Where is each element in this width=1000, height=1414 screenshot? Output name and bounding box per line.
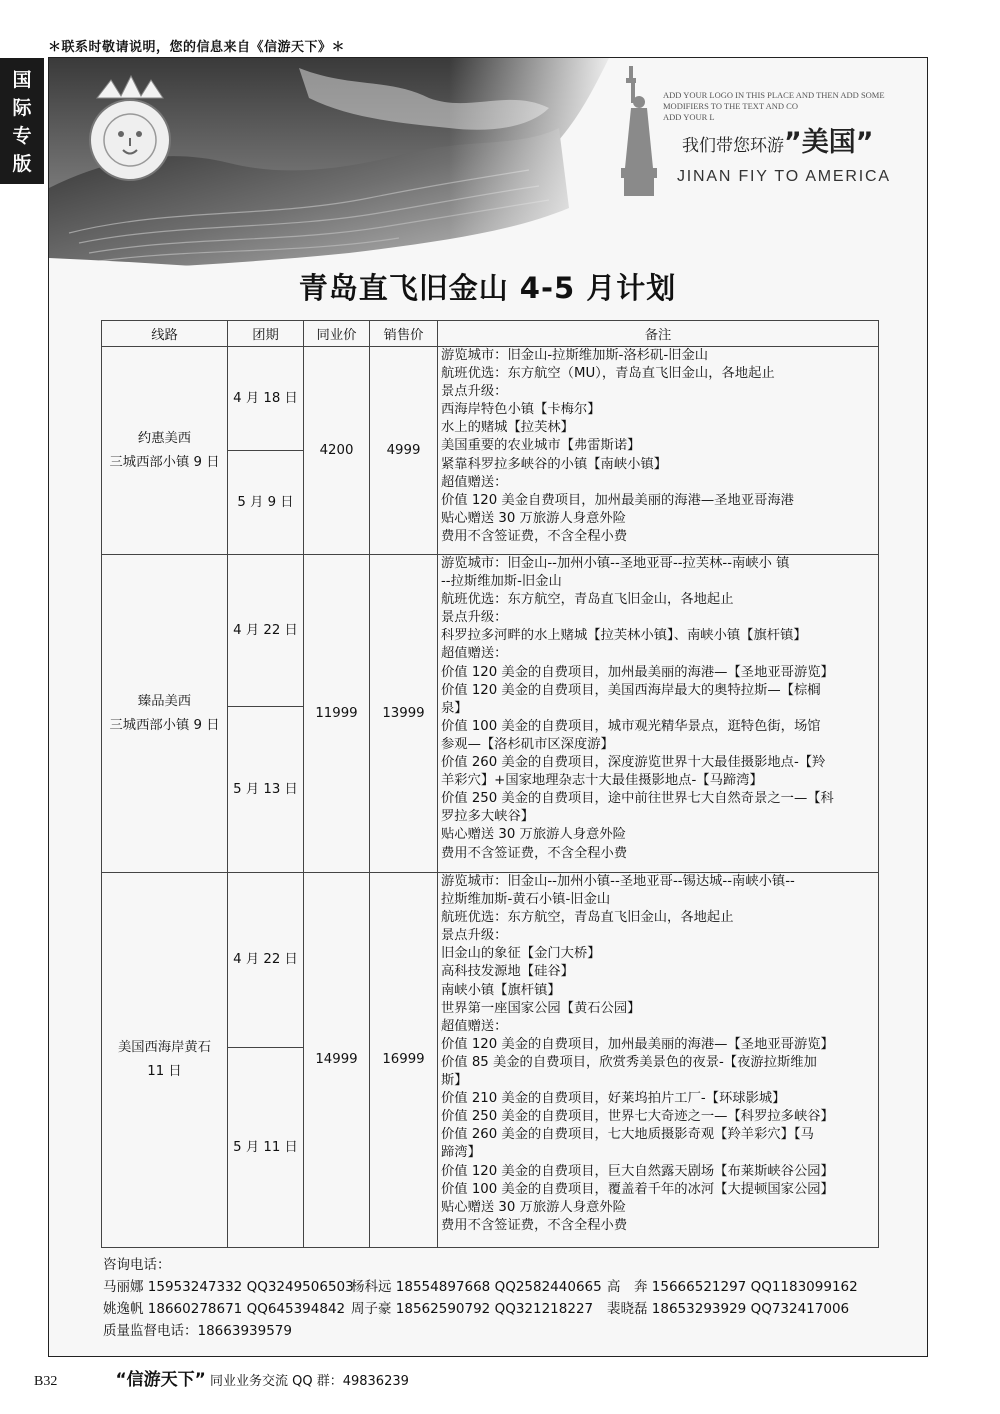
lion-logo-icon: [90, 76, 170, 180]
note-line: 价值 100 美金的自费项目，覆盖着千年的冰河【大提顿国家公园】: [441, 1181, 834, 1197]
notes-cell: [438, 873, 879, 1248]
note-line: 价值 210 美金的自费项目，好莱坞拍片工厂-【环球影城】: [441, 1091, 786, 1107]
contact-entry: 高 奔 15666521297 QQ1183099162: [607, 1279, 858, 1295]
note-line: 价值 100 美金的自费项目，城市观光精华景点，逛特色街，场馆: [441, 718, 821, 734]
note-line: 斯】: [441, 1073, 468, 1089]
note-line: 航班优选：东方航空，青岛直飞旧金山，各地起止: [441, 910, 734, 926]
note-line: 旧金山的象征【金门大桥】: [441, 946, 601, 962]
note-line: 水上的赌城【拉芙林】: [441, 420, 574, 436]
section-tab: [0, 58, 44, 184]
header-route: 线路: [102, 321, 228, 347]
footer: [34, 1365, 409, 1390]
contact-entry: 杨科远 18554897668 QQ2582440665: [351, 1279, 602, 1295]
contact-entry: 周子豪 18562590792 QQ321218227: [351, 1301, 594, 1317]
note-line: 紧靠科罗拉多峡谷的小镇【南峡小镇】: [441, 456, 668, 472]
slogan-country: ”美国”: [784, 127, 874, 158]
date-cell: 5 月 11 日: [228, 1048, 304, 1248]
route-line: 臻品美西: [137, 693, 192, 709]
note-line: 价值 250 美金的自费项目，途中前往世界七大自然奇景之一—【科: [441, 791, 834, 807]
note-line: 费用不含签证费，不含全程小费: [441, 845, 628, 861]
note-line: 游览城市：旧金山--加州小镇--圣地亚哥--锡达城--南峡小镇--: [441, 874, 795, 889]
note-line: 价值 120 美金的自费项目，美国西海岸最大的奥特拉斯—【棕榈: [441, 682, 821, 698]
note-line: 拉斯维加斯-黄石小镇-旧金山: [441, 892, 611, 908]
note-line: 美国重要的农业城市【弗雷斯诺】: [441, 438, 641, 454]
note-line: 价值 260 美金的自费项目，深度游览世界十大最佳摄影地点-【羚: [441, 755, 826, 771]
banner: [49, 58, 926, 296]
note-line: 费用不含签证费，不含全程小费: [441, 528, 628, 544]
footer-brand: “信游天下”: [115, 1370, 206, 1390]
note-line: 高科技发源地【硅谷】: [441, 964, 574, 980]
note-line: 南峡小镇【旗杆镇】: [441, 982, 561, 998]
table-row: [102, 347, 879, 451]
route-line: 约惠美西: [137, 430, 192, 446]
quality-hotline: 质量监督电话：18663939579: [103, 1323, 292, 1339]
note-line: 科罗拉多河畔的水上赌城【拉芙林小镇】、南峡小镇【旗杆镇】: [441, 628, 807, 644]
section-tab-char: 际: [12, 97, 32, 119]
tour-plan-table: [101, 320, 879, 1248]
route-line: 11 日: [147, 1064, 182, 1079]
header-date: 团期: [228, 321, 304, 347]
date-cell: 5 月 13 日: [228, 707, 304, 873]
note-line: 价值 120 美金的自费项目，加州最美丽的海港—【圣地亚哥游览】: [441, 664, 834, 680]
slogan-prefix: 我们带您环游: [682, 136, 784, 156]
ad-line: ADD YOUR LOGO IN THIS PLACE AND THEN ADD SOME: [663, 90, 885, 100]
note-line: 西海岸特色小镇【卡梅尔】: [441, 402, 601, 418]
route-line: 三城西部小镇 9 日: [109, 717, 220, 733]
slogan-english: JINAN FIY TO AMERICA: [677, 168, 891, 185]
table-row: [102, 555, 879, 707]
note-line: 参观—【洛杉矶市区深度游】: [441, 736, 614, 752]
note-line: 超值赠送：: [441, 1018, 508, 1034]
note-line: 景点升级：: [441, 928, 508, 944]
date-cell: 5 月 9 日: [228, 451, 304, 555]
contact-entry: 马丽娜 15953247332 QQ3249506503: [103, 1279, 354, 1295]
contact-entry: 裴晓磊 18653293929 QQ732417006: [607, 1301, 850, 1317]
peer-price-cell: 11999: [304, 555, 370, 873]
contact-entry: 姚逸帆 18660278671 QQ645394842: [103, 1301, 346, 1317]
peer-price-cell: 14999: [304, 873, 370, 1248]
statue-of-liberty-icon: [621, 66, 657, 196]
ad-line: MODIFIERS TO THE TEXT AND CO: [663, 101, 798, 111]
note-line: 贴心赠送 30 万旅游人身意外险: [441, 1199, 626, 1215]
logo-placeholder-text: [663, 90, 903, 123]
note-line: 罗拉多大峡谷】: [441, 809, 535, 825]
date-cell: 4 月 22 日: [228, 555, 304, 707]
section-tab-char: 国: [12, 69, 32, 91]
footer-qq-group: 同业业务交流 QQ 群：49836239: [209, 1374, 409, 1389]
note-line: 价值 120 美金的自费项目，巨大自然露天剧场【布莱斯峡谷公园】: [441, 1163, 834, 1179]
note-line: 航班优选：东方航空（MU），青岛直飞旧金山，各地起止: [441, 366, 775, 382]
note-line: 泉】: [441, 700, 468, 716]
route-line: 三城西部小镇 9 日: [109, 454, 220, 470]
note-line: 羊彩穴】+国家地理杂志十大最佳摄影地点-【马蹄湾】: [441, 773, 763, 789]
header-sale-price: 销售价: [370, 321, 438, 347]
sale-price-cell: 16999: [370, 873, 438, 1248]
note-line: 超值赠送：: [441, 474, 508, 490]
note-line: 游览城市：旧金山-拉斯维加斯-洛杉矶-旧金山: [441, 348, 709, 363]
note-line: 世界第一座国家公园【黄石公园】: [441, 1000, 641, 1016]
note-line: 价值 85 美金的自费项目，欣赏秀美景色的夜景-【夜游拉斯维加: [441, 1054, 817, 1070]
note-line: --拉斯维加斯-旧金山: [441, 574, 562, 590]
peer-price-cell: 4200: [304, 347, 370, 555]
top-note: ＊联系时敬请说明，您的信息来自《信游天下》＊: [48, 40, 346, 55]
table-row: [102, 873, 879, 1048]
notes-cell: [438, 347, 879, 555]
note-line: 贴心赠送 30 万旅游人身意外险: [441, 827, 626, 843]
header-peer-price: 同业价: [304, 321, 370, 347]
contact-row: [103, 1298, 857, 1320]
header-notes: 备注: [438, 321, 879, 347]
sale-price-cell: 4999: [370, 347, 438, 555]
note-line: 贴心赠送 30 万旅游人身意外险: [441, 510, 626, 526]
route-line: 美国西海岸黄石: [117, 1040, 212, 1055]
note-line: 景点升级：: [441, 610, 508, 626]
route-cell: [102, 347, 228, 555]
note-line: 超值赠送：: [441, 646, 508, 662]
note-line: 游览城市：旧金山--加州小镇--圣地亚哥--拉芙林--南峡小 镇: [441, 556, 790, 571]
note-line: 蹄湾】: [441, 1145, 481, 1161]
note-line: 价值 120 美金的自费项目，加州最美丽的海港—【圣地亚哥游览】: [441, 1036, 834, 1052]
slogan: [682, 120, 874, 159]
date-cell: 4 月 22 日: [228, 873, 304, 1048]
note-line: 价值 260 美金的自费项目，七大地质摄影奇观【羚羊彩穴】【马: [441, 1127, 814, 1143]
note-line: 费用不含签证费，不含全程小费: [441, 1217, 628, 1233]
page-number: B32: [34, 1374, 58, 1389]
date-cell: 4 月 18 日: [228, 347, 304, 451]
contact-heading: 咨询电话：: [103, 1257, 171, 1273]
notes-cell: [438, 555, 879, 873]
section-tab-char: 版: [12, 153, 32, 175]
page-frame: [48, 57, 928, 1357]
sale-price-cell: 13999: [370, 555, 438, 873]
note-line: 景点升级：: [441, 384, 508, 400]
note-line: 价值 120 美金自费项目，加州最美丽的海港—圣地亚哥海港: [441, 492, 794, 508]
contact-row: [103, 1276, 857, 1298]
table-header-row: [102, 321, 879, 347]
contact-section: [103, 1254, 857, 1342]
page-title: 青岛直飞旧金山 4-5 月计划: [298, 271, 677, 305]
note-line: 航班优选：东方航空，青岛直飞旧金山，各地起止: [441, 592, 734, 608]
ad-line: ADD YOUR L: [663, 112, 715, 122]
note-line: 价值 250 美金的自费项目，世界七大奇迹之一—【科罗拉多峡谷】: [441, 1109, 834, 1125]
route-cell: [102, 555, 228, 873]
route-cell: [102, 873, 228, 1248]
section-tab-char: 专: [12, 125, 32, 147]
